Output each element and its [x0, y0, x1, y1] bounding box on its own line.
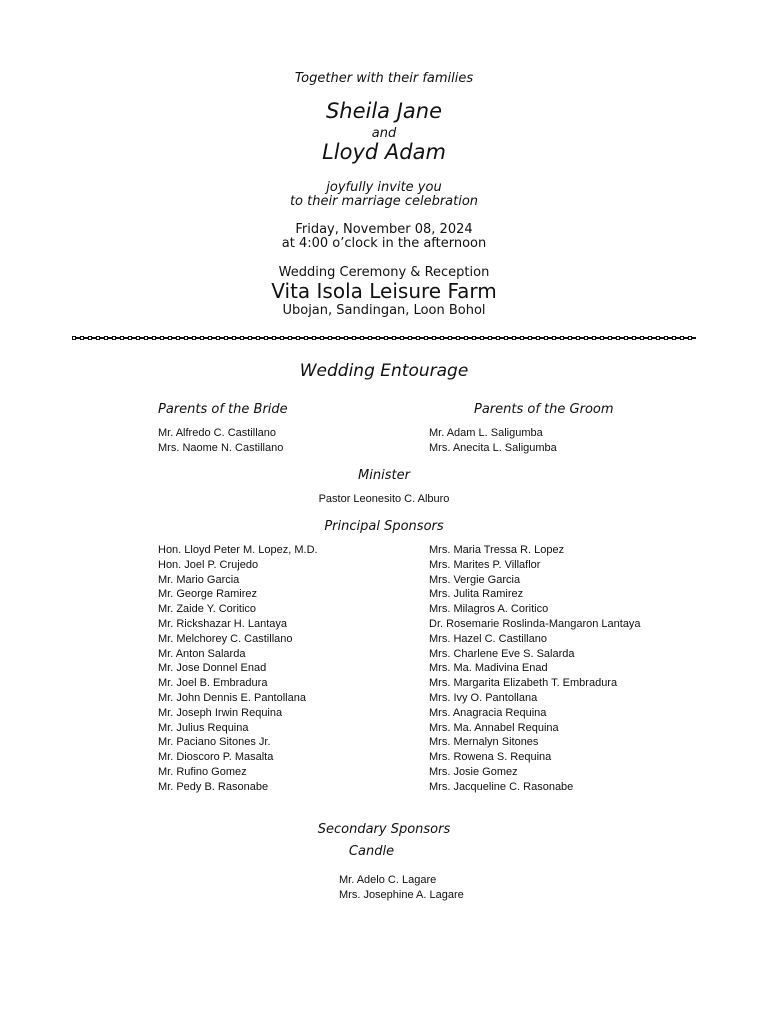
list-item: Mr. George Ramirez [158, 588, 258, 601]
list-item: Hon. Joel P. Crujedo [158, 558, 259, 571]
groom-parents-list [429, 426, 557, 456]
parents-groom-heading: Parents of the Groom [474, 402, 614, 417]
list-item: Mrs. Charlene Eve S. Salarda [429, 647, 575, 660]
list-item: Mr. Joseph Irwin Requina [158, 706, 283, 719]
invite-line-1: joyfully invite you [326, 180, 442, 195]
list-item: Mr. John Dennis E. Pantollana [158, 691, 306, 704]
list-item: Mrs. Rowena S. Requina [429, 751, 552, 764]
list-item: Mrs. Ivy O. Pantollana [429, 691, 538, 704]
list-item: Mrs. Milagros A. Coritico [429, 603, 549, 616]
list-item: Mr. Mario Garcia [158, 573, 240, 586]
event-type: Wedding Ceremony & Reception [278, 265, 490, 280]
list-item: Mr. Pedy B. Rasonabe [158, 780, 269, 793]
event-time: at 4:00 o’clock in the afternoon [281, 236, 487, 251]
event-date: Friday, November 08, 2024 [295, 222, 473, 237]
list-item: Mr. Jose Donnel Enad [158, 662, 267, 675]
list-item: Mrs. Josephine A. Lagare [339, 888, 464, 901]
list-item: Mr. Zaide Y. Coritico [158, 603, 257, 616]
ornamental-divider [72, 335, 696, 341]
list-item: Mr. Adelo C. Lagare [339, 874, 437, 886]
parents-bride-heading: Parents of the Bride [158, 402, 288, 417]
list-item: Mr. Anton Salarda [158, 647, 246, 660]
list-item: Mr. Joel B. Embradura [158, 677, 268, 690]
list-item: Mr. Julius Requina [158, 721, 249, 734]
principal-sponsors-right [429, 543, 641, 795]
list-item: Mr. Adam L. Saligumba [429, 427, 543, 439]
list-item: Mrs. Ma. Annabel Requina [429, 721, 559, 734]
list-item: Mrs. Anagracia Requina [429, 706, 547, 719]
principal-sponsors-left [158, 543, 318, 795]
list-item: Mr. Dioscoro P. Masalta [158, 751, 274, 764]
list-item: Mrs. Margarita Elizabeth T. Embradura [429, 677, 618, 690]
invite-line-2: to their marriage celebration [289, 194, 479, 209]
principal-sponsors-heading: Principal Sponsors [324, 519, 444, 534]
list-item: Mrs. Josie Gomez [429, 765, 518, 778]
secondary-sponsors-heading: Secondary Sponsors [317, 822, 451, 837]
list-item: Mr. Melchorey C. Castillano [158, 632, 293, 645]
list-item: Dr. Rosemarie Roslinda-Mangaron Lantaya [429, 617, 641, 630]
entourage-title: Wedding Entourage [299, 361, 469, 381]
venue-address: Ubojan, Sandingan, Loon Bohol [282, 303, 486, 318]
and-word: and [371, 126, 397, 141]
list-item: Mr. Paciano Sitones Jr. [158, 736, 271, 749]
list-item: Mrs. Hazel C. Castillano [429, 632, 547, 645]
bride-name: Sheila Jane [325, 99, 443, 123]
list-item: Mr. Rufino Gomez [158, 765, 247, 778]
list-item: Mrs. Anecita L. Saligumba [429, 441, 557, 454]
minister-name: Pastor Leonesito C. Alburo [318, 493, 450, 505]
venue-name: Vita Isola Leisure Farm [271, 279, 497, 303]
list-item: Mrs. Julita Ramirez [429, 588, 524, 601]
list-item: Mr. Alfredo C. Castillano [158, 427, 276, 439]
list-item: Mrs. Jacqueline C. Rasonabe [429, 780, 574, 793]
list-item: Mrs. Mernalyn Sitones [429, 736, 539, 749]
bride-parents-list [158, 426, 283, 456]
list-item: Mr. Rickshazar H. Lantaya [158, 617, 287, 630]
intro-line: Together with their families [294, 71, 474, 86]
list-item: Mrs. Naome N. Castillano [158, 441, 284, 454]
list-item: Mrs. Marites P. Villaflor [429, 558, 541, 571]
list-item: Mrs. Vergie Garcia [429, 573, 521, 586]
list-item: Mrs. Ma. Madivina Enad [429, 662, 548, 675]
groom-name: Lloyd Adam [322, 140, 446, 164]
list-item: Hon. Lloyd Peter M. Lopez, M.D. [158, 544, 318, 556]
candle-heading: Candle [348, 844, 395, 859]
minister-heading: Minister [358, 468, 410, 483]
candle-sponsors-list [339, 873, 464, 903]
list-item: Mrs. Maria Tressa R. Lopez [429, 544, 565, 556]
